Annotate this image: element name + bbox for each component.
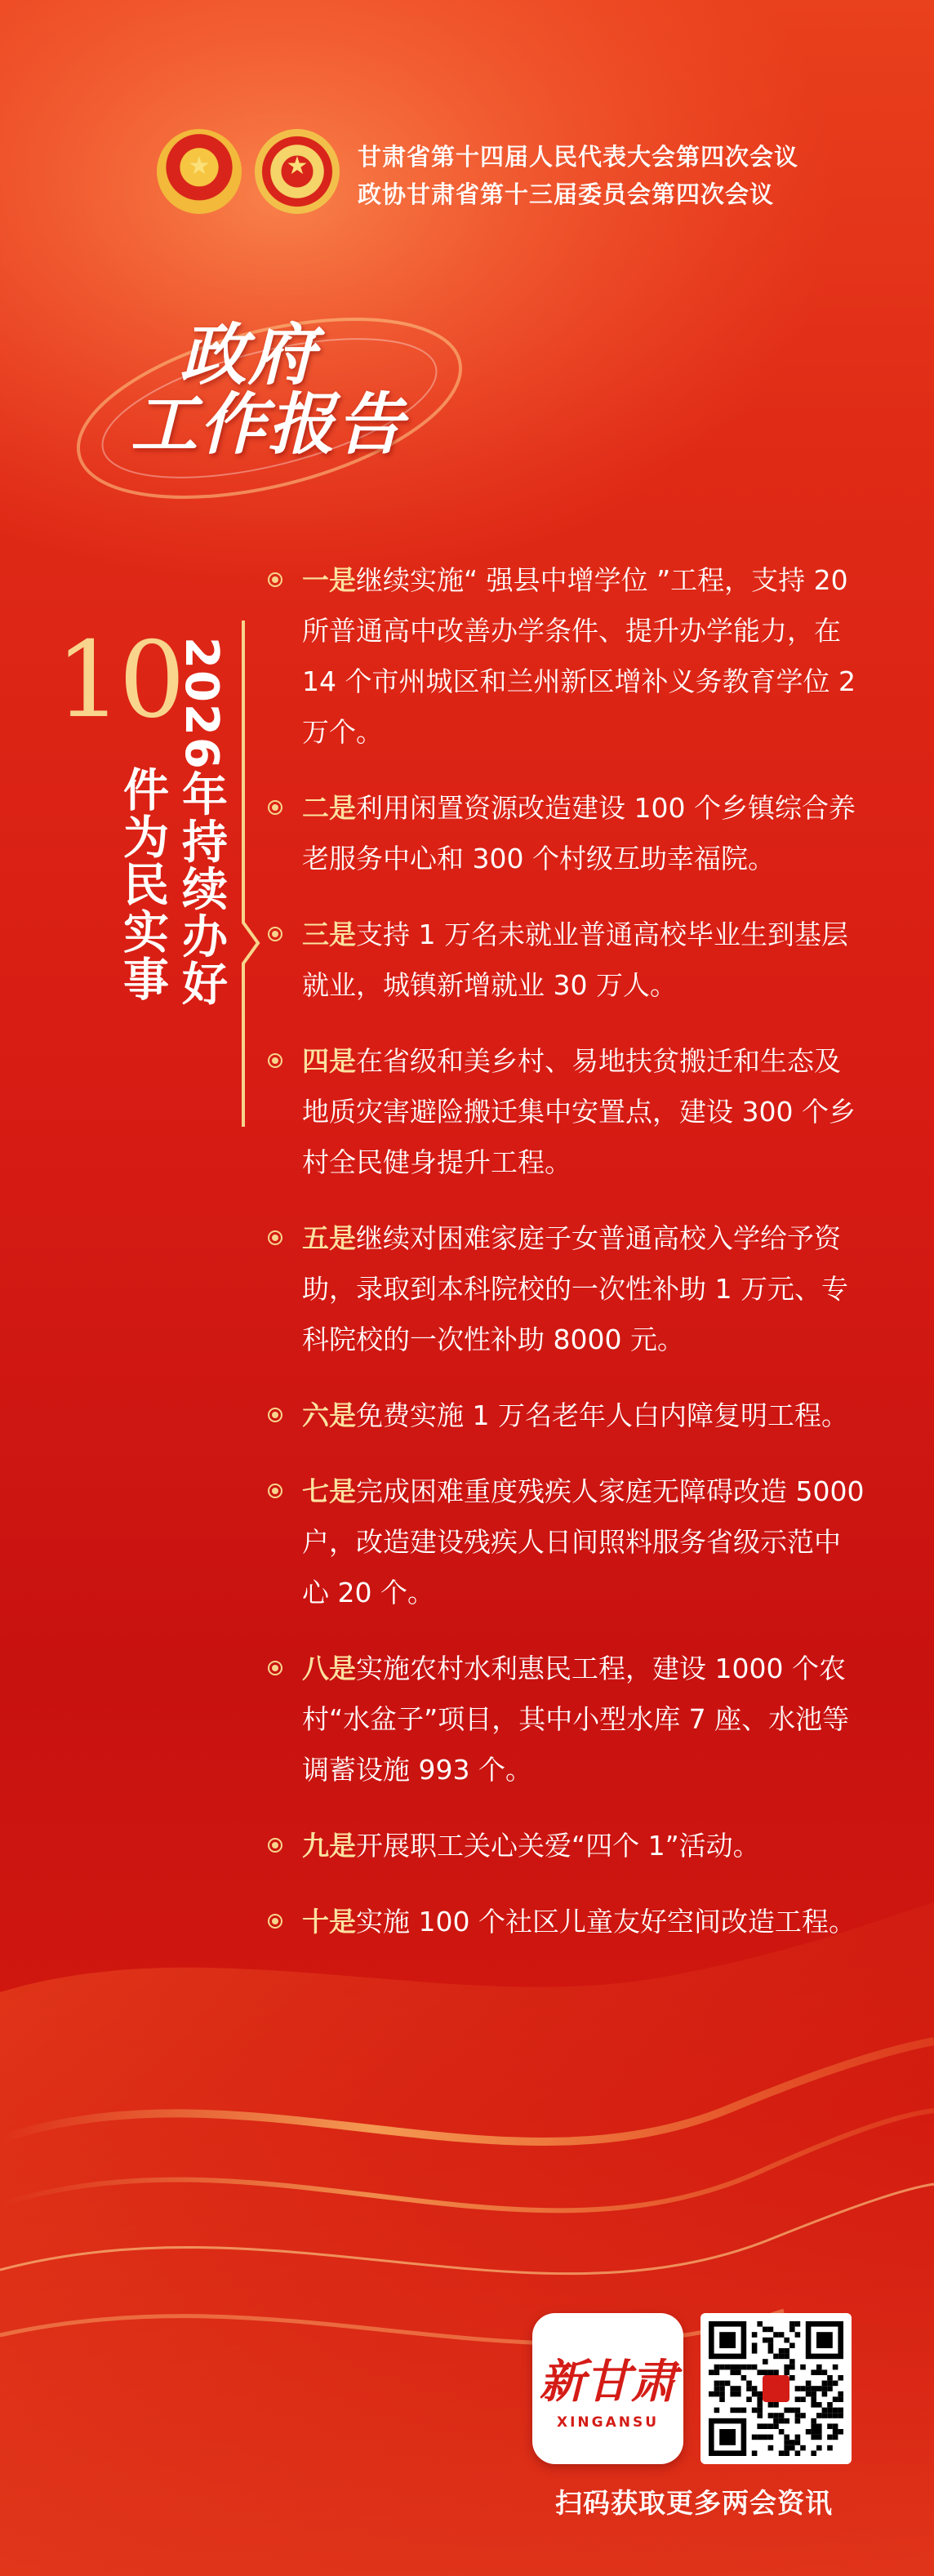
target-bullet-icon (268, 927, 282, 941)
app-logo-subtext: XINGANSU (556, 2414, 660, 2431)
item-lead: 五是 (302, 1222, 356, 1254)
item-lead: 二是 (302, 792, 356, 824)
item-text: 利用闲置资源改造建设 100 个乡镇综合养老服务中心和 300 个村级互助幸福院。 (302, 792, 856, 874)
item-lead: 七是 (302, 1475, 356, 1507)
qr-code-icon[interactable] (700, 2313, 852, 2464)
target-bullet-icon (268, 1661, 282, 1675)
item-text: 在省级和美乡村、易地扶贫搬迁和生态及地质灾害避险搬迁集中安置点，建设 300 个乡村全民健身提升工程。 (302, 1045, 856, 1178)
item-text: 完成困难重度残疾人家庭无障碍改造 5000 户，改造建设残疾人日间照料服务省级示范中心 20 个。 (302, 1475, 865, 1608)
target-bullet-icon (268, 1838, 282, 1853)
item-lead: 六是 (302, 1399, 356, 1431)
item-text: 实施 100 个社区儿童友好空间改造工程。 (356, 1906, 856, 1938)
app-logo-text: 新甘肃 (539, 2356, 677, 2409)
target-bullet-icon (268, 1484, 282, 1498)
item-lead: 四是 (302, 1045, 356, 1077)
report-logo-line-2: 工作报告 (131, 386, 405, 464)
cppcc-emblem-icon (255, 129, 340, 214)
npc-session-title: 甘肃省第十四届人民代表大会第四次会议 (358, 143, 799, 171)
item-lead: 十是 (302, 1906, 356, 1938)
scan-caption: 扫码获取更多两会资讯 (555, 2487, 833, 2519)
item-lead: 一是 (302, 564, 356, 596)
side-title-number: 10 (56, 620, 182, 741)
item-text: 支持 1 万名未就业普通高校毕业生到基层就业，城镇新增就业 30 万人。 (302, 919, 848, 1001)
list-item (263, 1036, 867, 1188)
target-bullet-icon (268, 800, 282, 815)
list-item (263, 1466, 867, 1618)
target-bullet-icon (268, 1230, 282, 1245)
qr-center-logo (763, 2375, 789, 2402)
list-item (263, 1644, 867, 1795)
report-logo (114, 294, 457, 498)
star-icon: ★ (286, 152, 309, 180)
measures-list (263, 555, 867, 1973)
list-item (263, 555, 867, 758)
item-text: 实施农村水利惠民工程，建设 1000 个农村“水盆子”项目，其中小型水库 7 座、水池等调蓄设施 993 个。 (302, 1653, 850, 1786)
list-item (263, 1390, 867, 1441)
cppcc-session-title: 政协甘肃省第十三届委员会第四次会议 (358, 180, 775, 208)
list-item (263, 1213, 867, 1365)
star-icon: ★ (188, 152, 211, 180)
item-lead: 八是 (302, 1653, 356, 1684)
xingansu-app-logo[interactable] (532, 2313, 683, 2464)
list-item (263, 1821, 867, 1871)
item-text: 继续对困难家庭子女普通高校入学给予资助，录取到本科院校的一次性补助 1 万元、专科院校的一次性补助 8000 元。 (302, 1222, 848, 1355)
list-item (263, 783, 867, 884)
list-item (263, 1897, 867, 1947)
side-title-line-2: 件为民实事 (116, 766, 169, 1003)
national-emblem-icon (157, 129, 242, 214)
item-text: 继续实施“ 强县中增学位 ”工程，支持 20 所普通高中改善办学条件、提升办学能力，在 14 个市州城区和兰州新区增补义务教育学位 2 万个。 (302, 564, 856, 748)
item-text: 开展职工关心关爱“四个 1”活动。 (356, 1830, 760, 1862)
item-text: 免费实施 1 万名老年人白内障复明工程。 (356, 1399, 848, 1431)
target-bullet-icon (268, 1408, 282, 1422)
list-item (263, 910, 867, 1011)
item-lead: 九是 (302, 1830, 356, 1862)
target-bullet-icon (268, 1053, 282, 1068)
item-lead: 三是 (302, 919, 356, 950)
report-logo-line-1: 政府 (180, 317, 317, 394)
side-title-line-1: 2026年持续办好 (175, 637, 228, 1008)
target-bullet-icon (268, 572, 282, 587)
header (157, 129, 892, 219)
target-bullet-icon (268, 1914, 282, 1929)
